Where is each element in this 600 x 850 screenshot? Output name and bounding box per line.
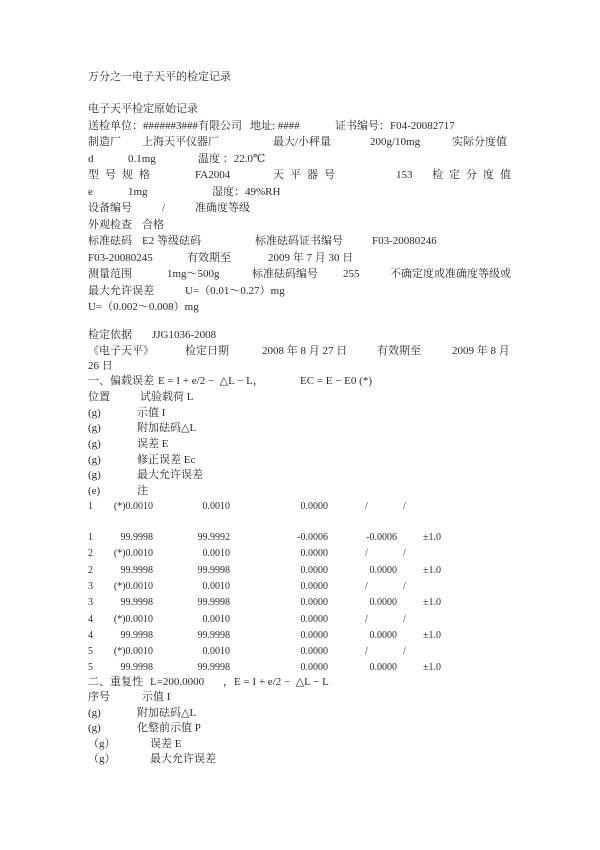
offload-row-text: 0.0000 xyxy=(369,565,397,576)
line-device-no-text: 设备编号 xyxy=(88,202,132,214)
col-header-added-weight-text: 附加砝码△L xyxy=(137,422,197,434)
col2-header-pre-rounding-text: (g) xyxy=(88,722,101,734)
line-uncertainty-text: U=（0.002～0.008）mg xyxy=(88,301,199,313)
line-std-weight xyxy=(0,235,600,250)
offload-row-text: / xyxy=(365,646,368,657)
line-appearance xyxy=(0,219,600,234)
line-manufacturer-text: 200g/10mg xyxy=(370,136,421,148)
line-basis xyxy=(0,329,600,344)
offload-row-text: 0.0000 xyxy=(300,548,328,559)
line-dates-cont xyxy=(0,360,600,375)
section2-title xyxy=(0,676,600,691)
offload-row-text: / xyxy=(403,548,406,559)
section1-title xyxy=(0,375,600,390)
col-header-error-text: (g) xyxy=(88,438,101,450)
col-header-note-text: (e) xyxy=(88,485,101,497)
offload-row-text: 99.9998 xyxy=(120,662,153,673)
offload-row-text: 99.9998 xyxy=(120,630,153,641)
offload-row xyxy=(0,629,600,644)
col-header-position-text: 位置 xyxy=(88,391,110,403)
col-header-max-error xyxy=(0,469,600,484)
offload-row-text: 3 xyxy=(88,581,93,592)
col-header-indication-text: (g) xyxy=(88,407,101,419)
line-sender-text: 地址: #### xyxy=(250,120,300,132)
col-header-note-text: 注 xyxy=(137,485,148,497)
offload-row-text: 0.0000 xyxy=(300,630,328,641)
line-model xyxy=(0,169,600,184)
offload-row-text: / xyxy=(365,501,368,512)
offload-row-text: / xyxy=(403,614,406,625)
offload-row-text: ±1.0 xyxy=(423,597,441,608)
line-model-text: FA2004 xyxy=(195,169,231,181)
line-device-no-text: / xyxy=(162,202,166,214)
line-dates-text: 《电子天平》 xyxy=(88,345,154,357)
offload-row-text: ±1.0 xyxy=(423,662,441,673)
line-basis-text: JJG1036-2008 xyxy=(152,329,217,341)
offload-row-text: 0.0000 xyxy=(369,662,397,673)
col2-header-pre-rounding-text: 化整前示值 P xyxy=(137,722,201,734)
offload-row-text: (*)0.0010 xyxy=(113,646,153,657)
section1-title-text: 一、偏载误差 xyxy=(88,375,154,387)
offload-row xyxy=(0,580,600,595)
col-header-max-error-text: 最大允许误差 xyxy=(137,469,203,481)
line-e-value-text: e xyxy=(88,186,93,198)
col2-header-serial-text: 示值 I xyxy=(142,691,171,703)
record-title-text: 电子天平检定原始记录 xyxy=(88,103,198,115)
line-mpe xyxy=(0,285,600,300)
col-header-error-text: 误差 E xyxy=(137,438,169,450)
col-header-added-weight xyxy=(0,422,600,437)
offload-row xyxy=(0,547,600,562)
line-d-value-text: 温度 ：22.0℃ xyxy=(198,153,266,165)
offload-row-text: 4 xyxy=(88,630,93,641)
line-mpe-text: U=（0.01～0.27）mg xyxy=(185,285,285,297)
offload-row-text: 99.9998 xyxy=(120,532,153,543)
line-dates-text: 有效期至 xyxy=(377,345,421,357)
col-header-note xyxy=(0,485,600,500)
line-sender xyxy=(0,120,600,135)
line-dates-cont-text: 26 日 xyxy=(88,360,113,372)
col2-header-added-weight-text: 附加砝码△L xyxy=(137,707,197,719)
offload-row-text: 4 xyxy=(88,614,93,625)
offload-row-text: 0.0010 xyxy=(202,646,230,657)
offload-row-text: 1 xyxy=(88,532,93,543)
line-dates-text: 检定日期 xyxy=(185,345,229,357)
offload-row-text: / xyxy=(403,646,406,657)
offload-row-text: 99.9998 xyxy=(197,630,230,641)
offload-row-text: 99.9998 xyxy=(120,565,153,576)
offload-row-text: 99.9998 xyxy=(197,597,230,608)
section2-title-text: 二、重复性 xyxy=(88,676,143,688)
offload-row-text: 0.0010 xyxy=(202,581,230,592)
col2-header-added-weight-text: (g) xyxy=(88,707,101,719)
line-model-text: 检定分度值 xyxy=(432,169,517,181)
offload-row-text: 0.0010 xyxy=(202,614,230,625)
offload-row xyxy=(0,596,600,611)
line-range-text: 不确定度或准确度等级或 xyxy=(390,268,511,280)
line-dates xyxy=(0,345,600,360)
offload-row-text: 5 xyxy=(88,646,93,657)
col2-header-pre-rounding xyxy=(0,722,600,737)
offload-row-text: 0.0000 xyxy=(369,597,397,608)
line-model-text: 153 xyxy=(396,169,413,181)
col-header-indication xyxy=(0,407,600,422)
offload-row-text: 0.0000 xyxy=(300,597,328,608)
line-std-weight-text: 标准砝码 xyxy=(88,235,132,247)
offload-row-text: 0.0010 xyxy=(202,548,230,559)
line-validity-text: 有效期至 xyxy=(187,252,231,264)
line-appearance-text: 外观检查 xyxy=(88,219,132,231)
offload-row-text: 0.0000 xyxy=(300,565,328,576)
offload-row-text: 0.0000 xyxy=(300,501,328,512)
offload-row-text: ±1.0 xyxy=(423,532,441,543)
offload-row-text: (*)0.0010 xyxy=(113,614,153,625)
section2-title-text: L=200.0000 xyxy=(150,676,205,688)
col2-header-serial xyxy=(0,691,600,706)
line-e-value xyxy=(0,186,600,201)
line-d-value-text: d xyxy=(88,153,94,165)
record-title xyxy=(0,103,600,118)
line-manufacturer-text: 制造厂 xyxy=(88,136,121,148)
line-dates-text: 2009 年 8 月 xyxy=(452,345,510,357)
line-manufacturer-text: 实际分度值 xyxy=(452,136,507,148)
col2-header-error xyxy=(0,738,600,753)
offload-row-text: 2 xyxy=(88,548,93,559)
doc-title-text: 万分之一电子天平的检定记录 xyxy=(88,71,231,83)
line-device-no xyxy=(0,202,600,217)
offload-row xyxy=(0,500,600,515)
line-sender-text: 送检单位：######3###有限公司 xyxy=(88,120,242,132)
line-std-weight-text: 标准砝码证书编号 xyxy=(255,235,343,247)
offload-row-text: 99.9998 xyxy=(197,565,230,576)
offload-row-text: / xyxy=(403,501,406,512)
offload-row-text: 0.0000 xyxy=(300,646,328,657)
col2-header-max-error xyxy=(0,753,600,768)
line-manufacturer-text: 最大/小秤量 xyxy=(273,136,332,148)
line-validity-text: 2009 年 7 月 30 日 xyxy=(268,252,354,264)
line-e-value-text: 1mg xyxy=(128,186,148,198)
col2-header-error-text: 误差 E xyxy=(150,738,182,750)
line-validity xyxy=(0,252,600,267)
offload-row-text: 1 xyxy=(88,501,93,512)
doc-title xyxy=(0,71,600,86)
offload-row-text: 99.9998 xyxy=(197,662,230,673)
line-e-value-text: 湿度：49%RH xyxy=(212,186,281,198)
offload-row-text: 5 xyxy=(88,662,93,673)
offload-row-text: ±1.0 xyxy=(423,565,441,576)
col-header-indication-text: 示值 I xyxy=(137,407,166,419)
col-header-added-weight-text: (g) xyxy=(88,422,101,434)
offload-row xyxy=(0,661,600,676)
line-model-text: 天平器号 xyxy=(273,169,341,181)
offload-row-text: 0.0010 xyxy=(202,501,230,512)
offload-row xyxy=(0,645,600,660)
col-header-max-error-text: (g) xyxy=(88,469,101,481)
line-d-value xyxy=(0,153,600,168)
col-header-corrected-error xyxy=(0,454,600,469)
line-range-text: 1mg～500g xyxy=(167,268,220,280)
offload-row-text: 99.9992 xyxy=(197,532,230,543)
section2-title-text: ，E = I + e/2 − △L − L xyxy=(223,676,329,688)
offload-row xyxy=(0,564,600,579)
offload-row-text: 0.0000 xyxy=(369,630,397,641)
col-header-corrected-error-text: 修正误差 Ec xyxy=(137,454,196,466)
offload-row-text: 0.0000 xyxy=(300,581,328,592)
offload-row-text: (*)0.0010 xyxy=(113,501,153,512)
line-appearance-text: 合格 xyxy=(142,219,164,231)
line-uncertainty xyxy=(0,301,600,316)
line-dates-text: 2008 年 8 月 27 日 xyxy=(262,345,348,357)
col-header-position-text: 试验载荷 L xyxy=(140,391,194,403)
offload-row-text: ±1.0 xyxy=(423,630,441,641)
line-sender-text: 证书编号：F04-20082717 xyxy=(335,120,455,132)
offload-row-text: (*)0.0010 xyxy=(113,548,153,559)
col-header-position xyxy=(0,391,600,406)
line-model-text: 型号规格 xyxy=(88,169,156,181)
col-header-corrected-error-text: (g) xyxy=(88,454,101,466)
offload-row-text: / xyxy=(365,614,368,625)
offload-row-text: -0.0006 xyxy=(366,532,397,543)
line-std-weight-text: E2 等级砝码 xyxy=(142,235,201,247)
line-validity-text: F03-20080245 xyxy=(88,252,153,264)
line-range-text: 测量范围 xyxy=(88,268,132,280)
offload-row-text: 0.0000 xyxy=(300,614,328,625)
line-std-weight-text: F03-20080246 xyxy=(372,235,437,247)
col2-header-max-error-text: 最大允许误差 xyxy=(150,753,216,765)
offload-row-text: / xyxy=(365,581,368,592)
line-device-no-text: 准确度等级 xyxy=(195,202,250,214)
section1-title-text: EC = E − E0 (*) xyxy=(300,375,372,387)
offload-row xyxy=(0,531,600,546)
offload-row xyxy=(0,613,600,628)
section1-title-text: E = I + e/2 − △L − L， xyxy=(158,375,264,387)
line-range-text: 标准砝码编号 xyxy=(252,268,318,280)
offload-row-text: 3 xyxy=(88,597,93,608)
col2-header-error-text: （g） xyxy=(88,738,116,750)
col2-header-added-weight xyxy=(0,707,600,722)
line-manufacturer xyxy=(0,136,600,151)
line-mpe-text: 最大允许误差 xyxy=(88,285,154,297)
line-d-value-text: 0.1mg xyxy=(128,153,156,165)
col2-header-serial-text: 序号 xyxy=(88,691,110,703)
offload-row-text: (*)0.0010 xyxy=(113,581,153,592)
line-range-text: 255 xyxy=(343,268,360,280)
offload-row-text: 0.0000 xyxy=(300,662,328,673)
offload-row-text: / xyxy=(403,581,406,592)
offload-row-text: -0.0006 xyxy=(297,532,328,543)
line-range xyxy=(0,268,600,283)
offload-row-text: 99.9998 xyxy=(120,597,153,608)
line-basis-text: 检定依据 xyxy=(88,329,132,341)
col-header-error xyxy=(0,438,600,453)
offload-row-text: / xyxy=(365,548,368,559)
col2-header-max-error-text: （g） xyxy=(88,753,116,765)
offload-row-text: 2 xyxy=(88,565,93,576)
line-manufacturer-text: 上海天平仪器厂 xyxy=(142,136,219,148)
